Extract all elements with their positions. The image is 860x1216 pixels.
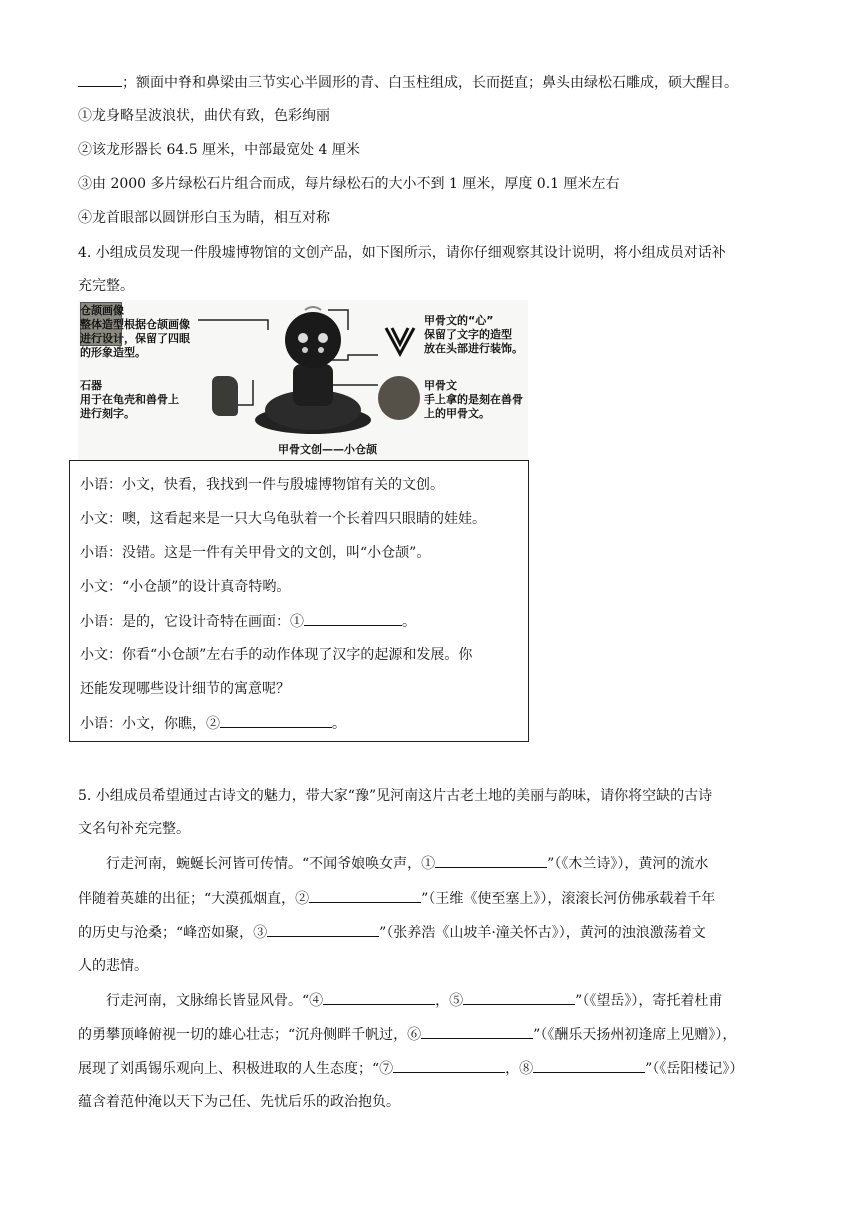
answer-blank-4[interactable] — [323, 990, 435, 1005]
answer-blank-1[interactable] — [435, 853, 547, 868]
answer-blank-6[interactable] — [421, 1024, 533, 1039]
dialog-line: 小文：噢，这看起来是一只大乌龟驮着一个长着四只眼睛的娃娃。 — [80, 511, 486, 527]
heart-label: 甲骨文的“心” 保留了文字的造型 放在头部进行装饰。 — [424, 314, 523, 355]
q3-option-2: ②该龙形器长 64.5 厘米，中部最宽处 4 厘米 — [78, 142, 360, 158]
cangjie-label: 仓颉画像 整体造型根据仓颉画像 进行设计，保留了四眼 的形象造型。 — [80, 304, 190, 359]
dialog-line: 小语：是的，它设计奇特在画面：① 。 — [80, 611, 416, 632]
dialog-line: 小文：你看“小仓颉”左右手的动作体现了汉字的起源和发展。你 — [80, 647, 473, 663]
q4-stem-line1: 4. 小组成员发现一件殷墟博物馆的文创产品，如下图所示，请你仔细观察其设计说明，将小组成员对话补 — [78, 245, 726, 261]
dialog-line: 小语：小文，你瞧，② 。 — [80, 713, 346, 734]
q4-stem-line2: 充完整。 — [78, 278, 134, 294]
answer-blank-2[interactable] — [220, 713, 332, 728]
dialog-line: 小语：小文，快看，我找到一件与殷墟博物馆有关的文创。 — [80, 477, 444, 493]
q5-p2-line2: 的勇攀顶峰俯视一切的雄心壮志；“沉舟侧畔千帆过，⑥ ”（《酬乐天扬州初逢席上见赠》）， — [78, 1024, 736, 1045]
figure-caption: 甲骨文创——小仓颉 — [278, 443, 377, 456]
q3-option-1: ①龙身略呈波浪状，曲伏有致，色彩绚丽 — [78, 108, 330, 124]
answer-blank-8[interactable] — [533, 1058, 645, 1073]
xiao-cangjie-figure — [78, 300, 528, 460]
q5-p1-line3: 的历史与沧桑；“峰峦如聚，③ ”（张养浩《山坡羊·潼关怀古》），黄河的浊浪激荡着文 — [78, 922, 706, 943]
q5-p2-line4: 蕴含着范仲淹以天下为己任、先忧后乐的政治抱负。 — [78, 1094, 400, 1110]
q3-option-3: ③由 2000 多片绿松石片组合而成，每片绿松石的大小不到 1 厘米，厚度 0.1 厘米左右 — [78, 176, 620, 192]
q3-option-4: ④龙首眼部以圆饼形白玉为睛，相互对称 — [78, 210, 330, 226]
q5-p2-line3: 展现了刘禹锡乐观向上、积极进取的人生态度；“⑦ ，⑧ ”（《岳阳楼记》） — [78, 1058, 743, 1079]
answer-blank-2[interactable] — [309, 888, 421, 903]
oracle-label: 甲骨文 手上拿的是刻在兽骨 上的甲骨文。 — [424, 379, 523, 420]
stone-tool-image — [212, 376, 238, 416]
answer-blank-3[interactable] — [267, 922, 379, 937]
oracle-heart-glyph-icon — [382, 324, 418, 358]
oracle-bone-image — [378, 376, 420, 420]
q5-stem-line1: 5. 小组成员希望通过古诗文的魅力，带大家“豫”见河南这片古老土地的美丽与韵味，请你将空缺的古诗 — [78, 788, 713, 804]
q5-stem-line2: 文名句补充完整。 — [78, 821, 190, 837]
dialog-line: 小文：“小仓颉”的设计真奇特哟。 — [80, 579, 291, 595]
dialog-line: 小语：没错。这是一件有关甲骨文的文创，叫“小仓颉”。 — [80, 545, 431, 561]
q5-p1-line1: 行走河南，蜿蜒长河皆可传情。“不闻爷娘唤女声，① ”（《木兰诗》），黄河的流水 — [106, 853, 708, 874]
answer-blank-1[interactable] — [304, 611, 402, 626]
dialog-box — [69, 460, 529, 742]
q3-top-line: ；额面中脊和鼻梁由三节实心半圆形的青、白玉柱组成，长而挺直；鼻头由绿松石雕成，硕大醒目。 — [78, 72, 738, 93]
dialog-line: 还能发现哪些设计细节的寓意呢？ — [80, 681, 290, 697]
q5-p2-line1: 行走河南，文脉绵长皆显风骨。“④ ，⑤ ”（《望岳》），寄托着杜甫 — [106, 990, 722, 1011]
stone-label: 石器 用于在龟壳和兽骨上 进行刻字。 — [80, 379, 179, 420]
figurine-image — [243, 302, 383, 442]
answer-blank-5[interactable] — [463, 990, 575, 1005]
q5-p1-line4: 人的悲情。 — [78, 958, 148, 974]
answer-blank-7[interactable] — [393, 1058, 505, 1073]
q5-p1-line2: 伴随着英雄的出征；“大漠孤烟直，② ”（王维《使至塞上》），滚滚长河仿佛承载着千年 — [78, 888, 715, 909]
answer-blank[interactable] — [78, 72, 122, 87]
